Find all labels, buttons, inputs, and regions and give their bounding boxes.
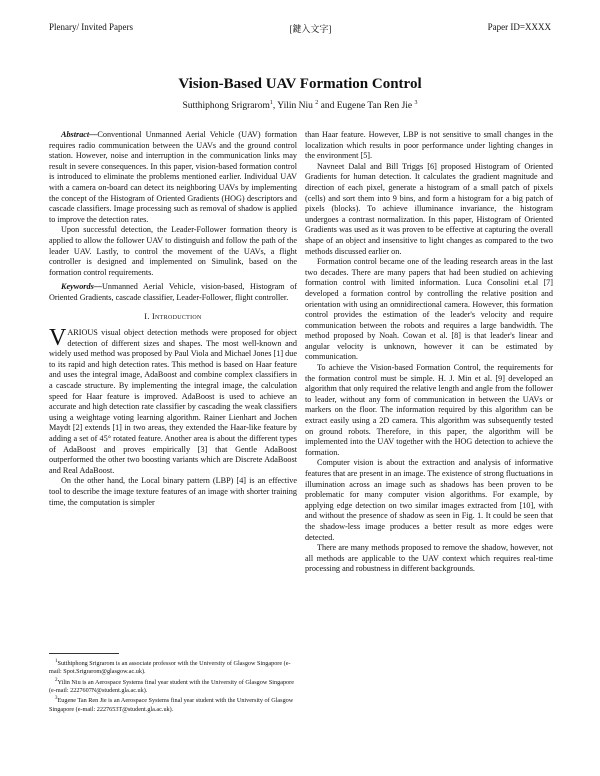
footnote-1-text: Sutthiphong Srigrarom is an associate professor with the University of Glasgow Singapore (e-mail: Spot.Srigrarom@glasgow.ac.uk). xyxy=(49,660,291,676)
section-heading-introduction: I. Introduction xyxy=(144,311,202,321)
footnote-3-text: Eugene Tan Ren Jie is an Aerospace Systems final year student with the University of Glasgow Singapore (e-mail: 2227653T@student.gla.ac.uk). xyxy=(49,697,294,713)
author-1: Sutthiphong Srigrarom xyxy=(182,101,270,112)
right-column xyxy=(305,130,553,575)
author-3: and Eugene Tan Ren Jie xyxy=(318,101,413,112)
abstract-text-1: Conventional Unmanned Aerial Vehicle (UAV) formation requires radio communication between the UAVs and the ground control station. However, noise and interruption in the communication links may result in severe consequences. In this paper, vision-based formation control is introduced to eliminate the problems mentioned earlier. Individual UAV with a camera on-board can detect its neighboring UAVs by implementing the concept of the Histogram of Oriented Gradients (HOG) descriptors and cascade classifiers. Image processing such as removal of shadow is applied to improve the detection rates. xyxy=(49,130,297,224)
header-center: [鍵入文字] xyxy=(289,24,332,34)
keywords-label: Keywords— xyxy=(61,282,102,292)
header-left: Plenary/ Invited Papers xyxy=(49,22,133,32)
intro-paragraph-2: On the other hand, the Local binary pattern (LBP) [4] is an effective tool to describe the image texture features of an image with shorter training time, the computation is simpler xyxy=(49,476,297,507)
paper-title: Vision-Based UAV Formation Control xyxy=(178,76,422,92)
keywords-paragraph xyxy=(49,282,297,303)
abstract-paragraph xyxy=(49,130,297,225)
intro-text-1: ARIOUS visual object detection methods were proposed for object detection of different sizes and shapes. The most well-known and widely used method was proposed by Paul Viola and Michael Jones [1] due to its rapid and high detection rates. This method is based on Haar feature and uses the integral image, AdaBoost and combine complex classifiers in a cascade structure. By implementing the integral image, the calculation speed for Haar feature is improved. AdaBoost is used to achieve an accurate and high detection rate classifier by cascading the weak classifiers using a weightage voting learning algorithm. Rainer Lienhart and Jochen Maydt [2] extends [1] in two areas, they extended the Haar-like feature by adding a set of 45° rotated feature. Another area is about the different types of AdaBoost and proves empirically [3] that Gentle AdaBoost outperformed the other two boosting variants which are Discrete AdaBoost and Real AdaBoost. xyxy=(49,328,297,475)
footnote-1 xyxy=(49,658,297,677)
author-line xyxy=(0,100,600,111)
footnote-rule xyxy=(49,653,119,654)
author-2-sup: 2 xyxy=(315,100,319,106)
intro-paragraph-1 xyxy=(49,325,297,476)
abstract-paragraph-2: Upon successful detection, the Leader-Follower formation theory is applied to allow the follower UAV to distinguish and follow the path of the leader UAV. Lastly, to control the movement of the UAVs, a flight controller is designed and implemented on Simulink, based on the formation control requirements. xyxy=(49,225,297,277)
footnote-3-mark: 3 xyxy=(55,696,58,702)
drop-cap: V xyxy=(49,325,67,352)
running-header xyxy=(49,22,551,35)
footnote-3 xyxy=(49,695,297,714)
footnote-1-mark: 1 xyxy=(55,659,58,664)
footnote-2-mark: 2 xyxy=(55,677,58,683)
left-column xyxy=(49,130,297,508)
author-3-sup: 3 xyxy=(414,100,418,106)
right-paragraph-4: To achieve the Vision-based Formation Control, the requirements for the formation control must be simple. H. J. Min et al. [9] developed an algorithm that only required the relative length and angle from the follower to leader, without any form of communication in between the UAVs or markers on the floor. The information required by this algorithm can be extract easily using a 2D camera. This algorithm was subsequently tested on ground robots. Therefore, in this paper, the algorithm will be implemented into the UAV together with the HOG detection to achieve the formation. xyxy=(305,363,553,457)
footnotes xyxy=(49,653,297,714)
right-paragraph-5: Computer vision is about the extraction and analysis of informative features that are present in an image. The existence of strong fluctuations in illumination across an image such as shadows has been proven to be problematic for many computer vision algorithms. For example, by applying edge detection on two similar images extracted from [10], with and without the presence of shadow as seen in Fig. 1. It could be seen that the shadow-less image produces a better result as more edges were detected. xyxy=(305,458,553,542)
abstract-label: Abstract— xyxy=(61,130,98,139)
header-right: Paper ID=XXXX xyxy=(487,22,551,32)
right-paragraph-3: Formation control became one of the leading research areas in the last two decades. There are many papers that had been studied on achieving formation control with limited information. Luca Consolini et.al [7] developed a formation control by controlling the relative position and orientation with using an omnidirectional camera. However, this formation control provides the estimation of the leader's velocity and require communication between the robots and requires a large bandwidth. The method proposed by Noah. Cowan et al. [8] is that leader's linear and angular velocity is unknown, however it can be estimated by communication. xyxy=(305,257,553,362)
footnote-2-text: Yilin Niu is an Aerospace Systems final year student with the University of Glasgow Singapore (e-mail: 2227607N@student.gla.ac.uk). xyxy=(49,678,294,695)
author-1-sup: 1 xyxy=(269,100,273,106)
footnote-2 xyxy=(49,677,297,696)
right-paragraph-6: There are many methods proposed to remove the shadow, however, not all methods are applicable to the UAV context which requires real-time processing and robustness in different backgrounds. xyxy=(305,543,553,574)
right-paragraph-1: than Haar feature. However, LBP is not sensitive to small changes in the localization which results in poor performance under lighting changes in the environment [5]. xyxy=(305,130,553,161)
author-2: , Yilin Niu xyxy=(272,101,313,112)
keywords-text: Unmanned Aerial Vehicle, vision-based, Histogram of Oriented Gradients, cascade classifier, Leader-Follower, flight controller. xyxy=(49,282,297,302)
right-paragraph-2: Navneet Dalal and Bill Triggs [6] proposed Histogram of Oriented Gradients for human detection. It calculates the gradient magnitude and direction of each pixel, generate a histogram of a small patch of pixels (cells) and sort them into 9 bins, and form a histogram for a big patch of pixels (blocks). To achieve illuminance invariance, the histogram undergoes a contrast normalization. In this paper, Histogram of Oriented Gradients was used as it was proven to be effective at capturing the overall shape of an object and insensitive to light changes as compared to the two methods discussed earlier on. xyxy=(305,161,553,256)
